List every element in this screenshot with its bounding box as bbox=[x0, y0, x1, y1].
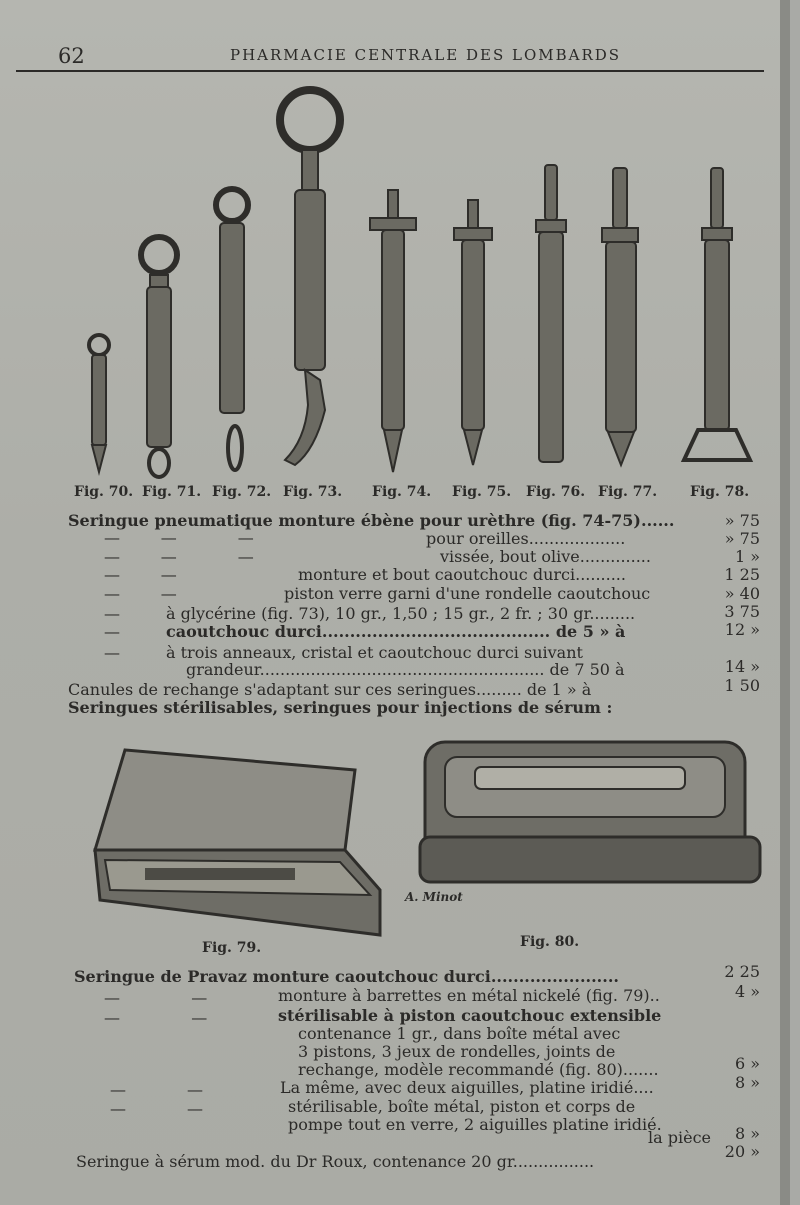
entry-price-12: 4 » bbox=[734, 982, 760, 1001]
syringe-fig-70 bbox=[89, 335, 109, 472]
fig-label-72: Fig. 72. bbox=[212, 484, 272, 500]
entry-line-16: rechange, modèle recommandé (fig. 80)....... bbox=[298, 1060, 659, 1079]
ditto-mark: — — bbox=[104, 584, 177, 603]
syringe-fig-73 bbox=[280, 90, 340, 465]
entry-line-8: à trois anneaux, cristal et caoutchouc durci suivant bbox=[166, 643, 583, 662]
entry-price-11: 2 25 bbox=[724, 962, 760, 981]
ditto-mark: — — — bbox=[104, 547, 254, 566]
syringe-fig-72 bbox=[216, 189, 248, 470]
page-edge bbox=[780, 0, 790, 1205]
syringe-fig-74 bbox=[370, 190, 416, 472]
entry-line-19: pompe tout en verre, 2 aiguilles platine iridié. bbox=[288, 1115, 662, 1134]
header-rule bbox=[16, 70, 764, 72]
entry-line-4: monture et bout caoutchouc durci.......... bbox=[298, 565, 626, 584]
entry-line-11: Seringue de Pravaz monture caoutchouc durci....................... bbox=[74, 967, 619, 986]
fig-label-75: Fig. 75. bbox=[452, 484, 512, 500]
entry-line-6: à glycérine (fig. 73), 10 gr., 1,50 ; 15 gr., 2 fr. ; 30 gr......... bbox=[166, 604, 636, 623]
entry-price-3: 1 » bbox=[734, 547, 760, 566]
running-title: PHARMACIE CENTRALE DES LOMBARDS bbox=[230, 46, 622, 64]
fig-label-79: Fig. 79. bbox=[202, 940, 262, 956]
entry-price-5: » 40 bbox=[724, 584, 760, 603]
entry-price-6: 3 75 bbox=[724, 602, 760, 621]
syringe-fig-76 bbox=[536, 165, 566, 462]
ditto-mark: — — bbox=[104, 988, 208, 1007]
entry-line-1: Seringue pneumatique monture ébène pour urèthre (fig. 74-75)...... bbox=[68, 511, 675, 530]
fig-label-78: Fig. 78. bbox=[690, 484, 750, 500]
entry-line-17: La même, avec deux aiguilles, platine iridié.... bbox=[280, 1078, 654, 1097]
entry-line-3: vissée, bout olive.............. bbox=[440, 547, 651, 566]
entry-line-20: la pièce bbox=[648, 1128, 711, 1147]
entry-price-7: 12 » bbox=[724, 620, 760, 639]
entry-price-4: 1 25 bbox=[724, 565, 760, 584]
entry-line-5: piston verre garni d'une rondelle caoutchouc bbox=[284, 584, 651, 603]
entry-price-2: » 75 bbox=[724, 529, 760, 548]
entry-price-10: 1 50 bbox=[724, 676, 760, 695]
syringe-fig-71 bbox=[141, 237, 177, 477]
page-number: 62 bbox=[58, 44, 85, 68]
ditto-mark: — — — bbox=[104, 528, 254, 547]
entry-line-15: 3 pistons, 3 jeux de rondelles, joints de bbox=[298, 1042, 616, 1061]
ditto-mark: — bbox=[104, 622, 120, 641]
entry-line-18: stérilisable, boîte métal, piston et corps de bbox=[288, 1097, 636, 1116]
syringe-fig-75 bbox=[454, 200, 492, 465]
fig-label-80: Fig. 80. bbox=[520, 934, 580, 950]
fig-label-73: Fig. 73. bbox=[283, 484, 343, 500]
syringe-fig-77 bbox=[602, 168, 638, 465]
entry-price-21: 20 » bbox=[724, 1142, 760, 1161]
syringe-illustrations bbox=[70, 80, 770, 480]
syringe-case-fig-79 bbox=[85, 740, 385, 940]
fig-label-74: Fig. 74. bbox=[372, 484, 432, 500]
ditto-mark: — — bbox=[104, 565, 177, 584]
fig-label-70: Fig. 70. bbox=[74, 484, 134, 500]
fig-label-71: Fig. 71. bbox=[142, 484, 202, 500]
ditto-mark: — — bbox=[104, 1008, 208, 1027]
entry-line-13: stérilisable à piston caoutchouc extensible bbox=[278, 1006, 662, 1025]
fig-label-77: Fig. 77. bbox=[598, 484, 658, 500]
engraver-signature: A. Minot bbox=[405, 890, 463, 904]
entry-price-16: 6 » bbox=[734, 1054, 760, 1073]
ditto-mark: — bbox=[104, 604, 120, 623]
syringe-fig-78 bbox=[684, 168, 750, 460]
entry-line-7: caoutchouc durci......................................... de 5 » à bbox=[166, 622, 626, 641]
entry-line-21: Seringue à sérum mod. du Dr Roux, contenance 20 gr................ bbox=[76, 1152, 595, 1171]
entry-line-9: grandeur........................................................ de 7 50 à bbox=[186, 660, 625, 679]
fig-label-76: Fig. 76. bbox=[526, 484, 586, 500]
entry-line-10: Canules de rechange s'adaptant sur ces seringues......... de 1 » à bbox=[68, 680, 592, 699]
ditto-mark: — bbox=[104, 643, 120, 662]
entry-price-9: 14 » bbox=[724, 657, 760, 676]
section-subheading: Seringues stérilisables, seringues pour injections de sérum : bbox=[68, 698, 613, 717]
entry-line-12: monture à barrettes en métal nickelé (fig. 79).. bbox=[278, 986, 660, 1005]
ditto-mark: — — bbox=[110, 1099, 204, 1118]
entry-price-1: » 75 bbox=[724, 511, 760, 530]
entry-price-17: 8 » bbox=[734, 1073, 760, 1092]
entry-line-14: contenance 1 gr., dans boîte métal avec bbox=[298, 1024, 621, 1043]
syringe-case-fig-80 bbox=[415, 732, 775, 912]
ditto-mark: — — bbox=[110, 1080, 204, 1099]
entry-line-2: pour oreilles................... bbox=[426, 529, 626, 548]
entry-price-20: 8 » bbox=[734, 1124, 760, 1143]
